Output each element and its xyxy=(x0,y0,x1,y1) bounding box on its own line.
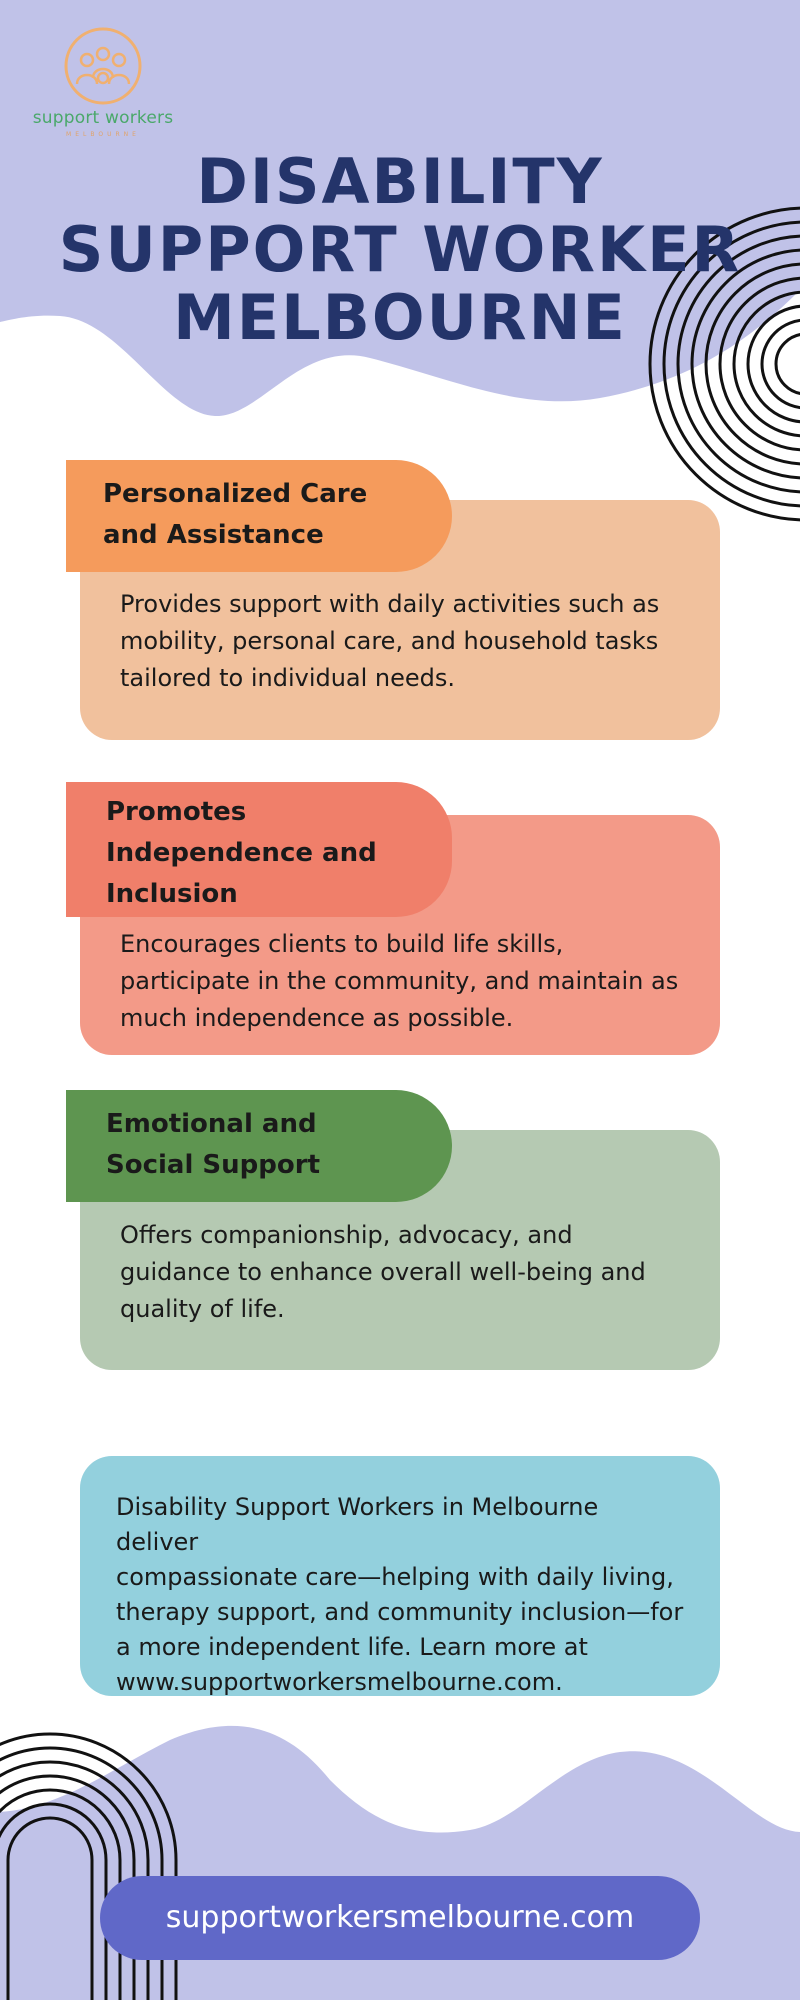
card-title-independence xyxy=(66,782,452,917)
title-line-3: MELBOURNE xyxy=(173,281,627,354)
card-title-line: Independence and xyxy=(106,838,377,868)
brand-subtitle: MELBOURNE xyxy=(66,131,140,138)
summary-line: a more independent life. Learn more at xyxy=(116,1633,588,1661)
card-title-line: Emotional and xyxy=(106,1109,317,1139)
website-link-button[interactable]: supportworkersmelbourne.com xyxy=(100,1876,700,1960)
card-body-line: quality of life. xyxy=(120,1295,285,1323)
people-circle-icon xyxy=(63,26,143,106)
card-body-line: much independence as possible. xyxy=(120,1004,514,1032)
summary-line: therapy support, and community inclusion—for xyxy=(116,1598,684,1626)
card-title-emotional-support xyxy=(66,1090,452,1202)
brand-name: support workers xyxy=(32,108,174,128)
brand-logo xyxy=(28,26,178,138)
summary-line: www.supportworkersmelbourne.com. xyxy=(116,1668,563,1696)
title-line-1: DISABILITY xyxy=(196,145,604,218)
card-body-line: Offers companionship, advocacy, and xyxy=(120,1221,573,1249)
card-title-line: Personalized Care xyxy=(103,479,368,509)
card-body-line: guidance to enhance overall well-being and xyxy=(120,1258,646,1286)
card-body-line: Provides support with daily activities such as xyxy=(120,590,660,618)
card-body-line: mobility, personal care, and household tasks xyxy=(120,627,659,655)
title-line-2: SUPPORT WORKER xyxy=(58,213,742,286)
card-title-line: Inclusion xyxy=(106,879,238,909)
card-body-line: Encourages clients to build life skills, xyxy=(120,930,564,958)
card-title-personalized-care xyxy=(66,460,452,572)
summary-line: Disability Support Workers in Melbourne deliver xyxy=(116,1493,599,1556)
card-body-independence xyxy=(120,926,700,1037)
page-title xyxy=(40,145,760,354)
card-title-line: Promotes xyxy=(106,797,247,827)
card-title-line: and Assistance xyxy=(103,520,324,550)
card-title-line: Social Support xyxy=(106,1150,320,1180)
card-body-line: participate in the community, and maintain as xyxy=(120,967,679,995)
summary-line: compassionate care—helping with daily living, xyxy=(116,1563,674,1591)
card-body-emotional-support xyxy=(120,1217,700,1328)
summary-card xyxy=(80,1456,720,1696)
card-body-personalized-care xyxy=(120,586,700,697)
card-body-line: tailored to individual needs. xyxy=(120,664,456,692)
